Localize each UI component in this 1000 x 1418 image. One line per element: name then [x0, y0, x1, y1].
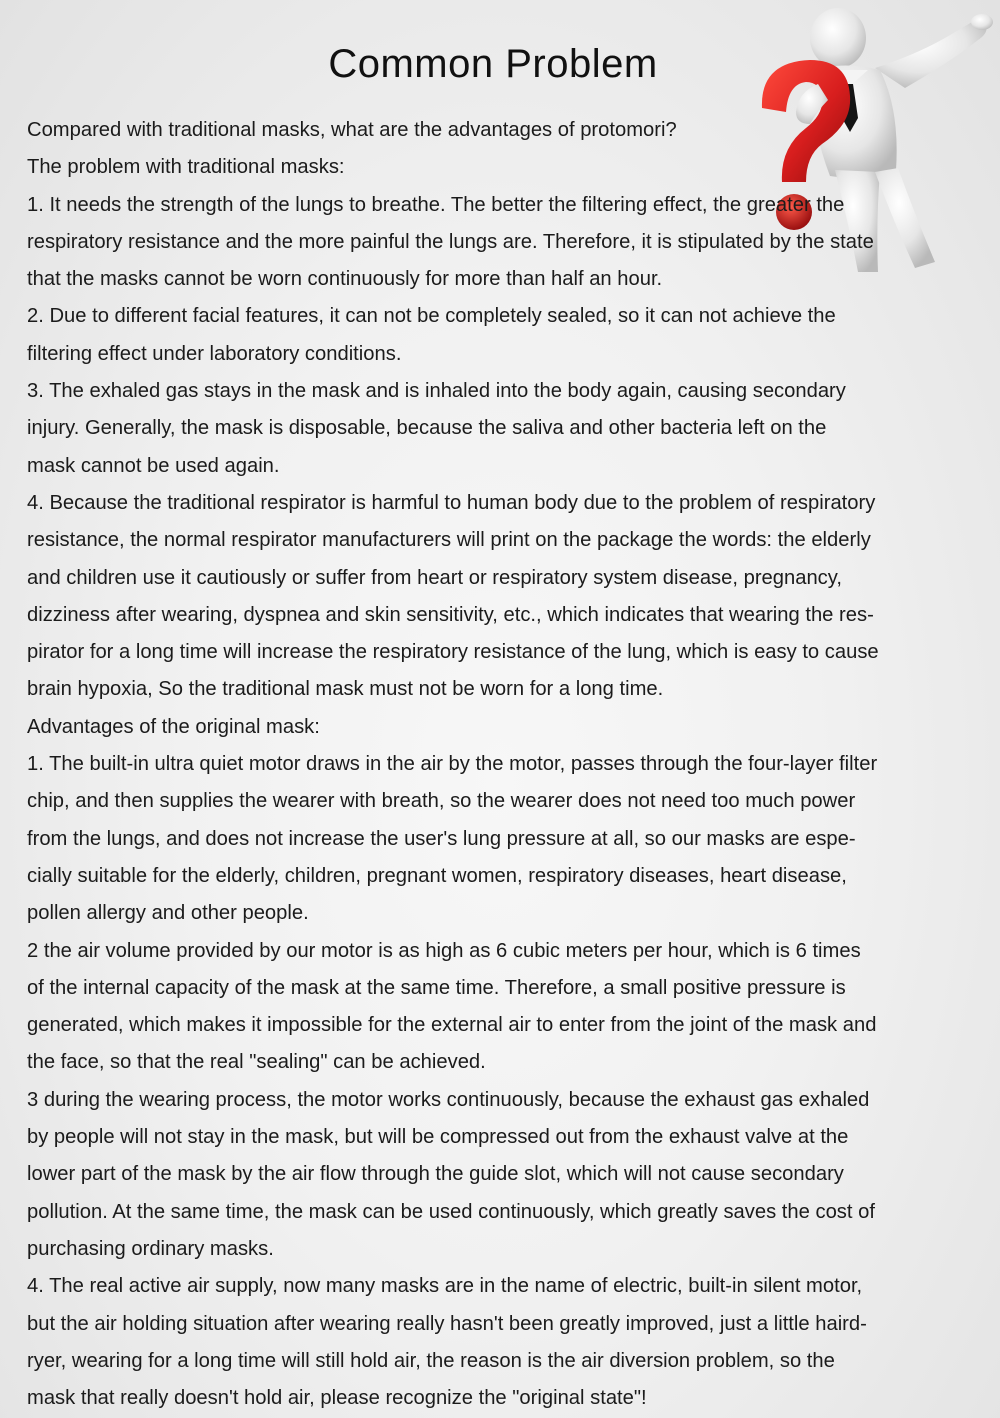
text-line: Advantages of the original mask:	[27, 715, 320, 738]
text-line: by people will not stay in the mask, but will be compressed out from the exhaust valve at the	[27, 1126, 849, 1149]
text-line: 4. Because the traditional respirator is harmful to human body due to the problem of respiratory	[27, 491, 876, 514]
text-line: of the internal capacity of the mask at the same time. Therefore, a small positive pressure is	[27, 976, 846, 999]
text-line: cially suitable for the elderly, children, pregnant women, respiratory diseases, heart disease,	[27, 864, 847, 887]
text-line: mask cannot be used again.	[27, 454, 280, 477]
text-line: Compared with traditional masks, what are the advantages of protomori?	[27, 119, 677, 141]
text-line: filtering effect under laboratory conditions.	[27, 342, 402, 365]
text-line: mask that really doesn't hold air, please recognize the "original state"!	[27, 1387, 647, 1410]
text-line: 1. The built-in ultra quiet motor draws in the air by the motor, passes through the four-layer filter	[27, 753, 878, 776]
text-line: 2 the air volume provided by our motor is as high as 6 cubic meters per hour, which is 6 times	[27, 939, 861, 962]
text-line: chip, and then supplies the wearer with breath, so the wearer does not need too much power	[27, 790, 856, 813]
text-line: injury. Generally, the mask is disposable, because the saliva and other bacteria left on the	[27, 417, 827, 440]
text-line: 3 during the wearing process, the motor works continuously, because the exhaust gas exhaled	[27, 1088, 870, 1111]
text-line: pollution. At the same time, the mask can be used continuously, which greatly saves the cost of	[27, 1200, 875, 1223]
text-line: dizziness after wearing, dyspnea and skin sensitivity, etc., which indicates that wearing the res-	[27, 603, 874, 626]
text-line: pirator for a long time will increase the respiratory resistance of the lung, which is easy to cause	[27, 641, 879, 664]
text-line: lower part of the mask by the air flow through the guide slot, which will not cause secondary	[27, 1163, 844, 1186]
text-line: ryer, wearing for a long time will still hold air, the reason is the air diversion problem, so the	[27, 1349, 835, 1372]
body-text	[27, 112, 992, 1417]
page-title: Common Problem	[328, 42, 658, 86]
text-line: respiratory resistance and the more painful the lungs are. Therefore, it is stipulated by the state	[27, 230, 874, 253]
text-line: that the masks cannot be worn continuously for more than half an hour.	[27, 268, 663, 291]
text-line: the face, so that the real "sealing" can be achieved.	[27, 1051, 486, 1074]
text-line: The problem with traditional masks:	[27, 156, 345, 179]
text-line: 4. The real active air supply, now many masks are in the name of electric, built-in silent motor,	[27, 1275, 863, 1298]
text-line: 1. It needs the strength of the lungs to breathe. The better the filtering effect, the greater the	[27, 193, 845, 216]
text-line: purchasing ordinary masks.	[27, 1237, 274, 1260]
text-line: from the lungs, and does not increase the user's lung pressure at all, so our masks are espe-	[27, 827, 856, 850]
text-line: brain hypoxia, So the traditional mask must not be worn for a long time.	[27, 678, 664, 701]
text-line: and children use it cautiously or suffer from heart or respiratory system disease, pregnancy,	[27, 566, 842, 589]
text-line: 2. Due to different facial features, it can not be completely sealed, so it can not achieve the	[27, 305, 836, 328]
text-line: but the air holding situation after wearing really hasn't been greatly improved, just a little haird-	[27, 1312, 867, 1335]
text-line: 3. The exhaled gas stays in the mask and is inhaled into the body again, causing secondary	[27, 380, 846, 403]
text-line: generated, which makes it impossible for the external air to enter from the joint of the mask and	[27, 1014, 877, 1037]
text-line: resistance, the normal respirator manufacturers will print on the package the words: the elderly	[27, 529, 871, 552]
text-line: pollen allergy and other people.	[27, 902, 309, 925]
